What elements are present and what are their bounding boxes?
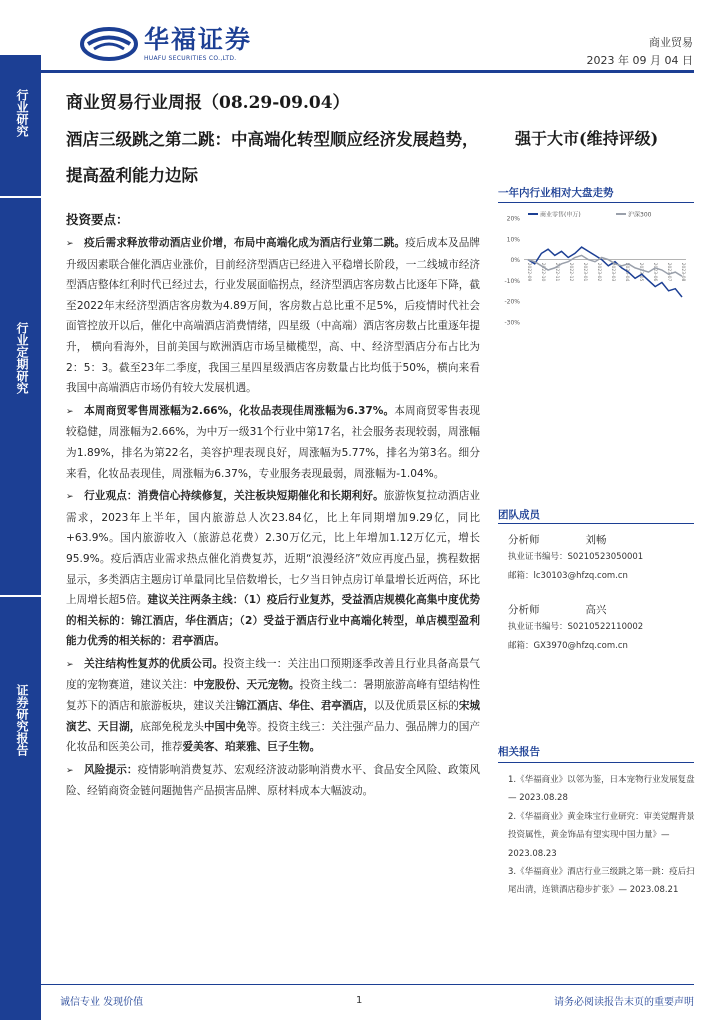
x-tick-label: 2022-09 xyxy=(526,262,531,282)
y-tick-label: -20% xyxy=(504,298,520,306)
team-rule xyxy=(498,523,694,524)
footer-divider xyxy=(40,984,694,985)
analyst-cert: S0210522110002 xyxy=(567,622,644,632)
paragraph-weekly: ➢ 本周商贸零售周涨幅为2.66%，化妆品表现佳周涨幅为6.37%。本周商贸零售表现较稳健，周涨幅为2.66%，为中万一级31个行业中第17名，社会服务表现较弱，周涨幅为1.89%，排名为第22名，美容护理表现良好，周涨幅为5.77%，排名为第3名。细分来看，化妆品表现佳，周涨幅为6.37%，专业服务表现最弱，周涨幅为-1.04%。 xyxy=(66,401,480,484)
bullet-arrow-icon: ➢ xyxy=(66,492,74,503)
header-date: 2023 年 09 月 04 日 xyxy=(586,54,693,67)
report-headline: 酒店三级跳之第二跳：中高端化转型顺应经济发展趋势，提高盈利能力边际 xyxy=(66,130,479,185)
relative-performance-chart xyxy=(498,210,694,330)
analyst-role: 分析师 xyxy=(508,604,540,616)
analyst-name: 刘畅 xyxy=(585,534,607,546)
bullet-arrow-icon: ➢ xyxy=(66,406,74,417)
sidebar-section-3: 证券研究报告 xyxy=(15,684,29,756)
analyst-card: 分析师 高兴 执业证书编号：S0210522110002 邮箱：GX3970@hfzq.com.cn xyxy=(508,604,644,651)
bullet-arrow-icon: ➢ xyxy=(66,765,74,776)
paragraph-risk: ➢ 风险提示：疫情影响消费复苏、宏观经济波动影响消费水平、食品安全风险、政策风险、经销商资金链问题抛售产品损害品牌、原材料成本大幅波动。 xyxy=(66,760,480,802)
analyst-name: 高兴 xyxy=(585,604,607,616)
related-title: 相关报告 xyxy=(498,746,540,758)
x-tick-label: 2022-11 xyxy=(554,262,559,282)
rating: 强于大市(维持评级) xyxy=(515,129,659,148)
x-tick-label: 2023-04 xyxy=(624,262,629,282)
analyst-cert: S0210523050001 xyxy=(567,552,644,562)
related-item[interactable]: 2.《华福商业》黄金珠宝行业研究：审美觉醒背景投资属性，黄金饰品有望实现中国力量》— 2023.08.23 xyxy=(508,811,695,859)
x-tick-label: 2023-05 xyxy=(638,262,643,282)
x-tick-label: 2023-07 xyxy=(666,262,671,282)
company-name-en: HUAFU SECURITIES CO.,LTD. xyxy=(144,55,237,62)
legend-label: 沪深300 xyxy=(628,211,652,219)
header-divider xyxy=(40,70,694,73)
footer-disclaimer: 请务必阅读报告末页的重要声明 xyxy=(554,997,694,1008)
sidebar xyxy=(0,55,41,1020)
analyst-email[interactable]: GX3970@hfzq.com.cn xyxy=(533,641,628,651)
x-tick-label: 2022-10 xyxy=(540,262,545,282)
related-item[interactable]: 1.《华福商业》以邻为鉴，日本宠物行业发展复盘 — 2023.08.28 xyxy=(508,775,695,804)
x-tick-label: 2023-02 xyxy=(596,262,601,282)
sidebar-section-2: 行业定期研究 xyxy=(15,322,29,394)
x-tick-label: 2023-01 xyxy=(582,262,587,282)
paragraph-view: ➢ 行业观点：消费信心持续修复，关注板块短期催化和长期利好。旅游恢复拉动酒店业需求，2023年上半年，国内旅游总人次23.84亿，比上年同期增加9.29亿，同比+63.9%。国内旅游收入（旅游总花费）2.30万亿元，比上年增加1.12万亿元，增长95.9%。疫后酒店业需求热点催化消费复苏，近期“浪漫经济”效应再度凸显，携程数据显示，多类酒店主题房订单量同比呈倍数增长，七夕当日钟点房订单量增长近两倍，环比上周增长超5倍。建议关注两条主线：（1）疫后行业复苏，受益酒店规模化高集中度优势的相关标的：锦江酒店，华住酒店；（2）受益于酒店行业中高端化转型，单店模型盈利能力优秀的相关标的：君亭酒店。 xyxy=(66,486,480,652)
sidebar-section-1: 行业研究 xyxy=(15,89,29,137)
related-rule xyxy=(498,762,694,763)
paragraph-structural: ➢ 关注结构性复苏的优质公司。投资主线一：关注出口预期逐季改善且行业具备高景气度的宠物赛道，建议关注：中宠股份、天元宠物。投资主线二：暑期旅游高峰有望结构性复苏下的酒店和旅游板块，建议关注锦江酒店、华住、君亭酒店，以及优质景区标的宋城演艺、天目湖，底部免税龙头中国中免等。投资主线三：关注强产品力、强品牌力的国产化妆品和医美公司，推荐爱美客、珀莱雅、巨子生物。 xyxy=(66,654,480,758)
chart-section-rule xyxy=(498,202,694,203)
investment-heading: 投资要点： xyxy=(66,212,129,227)
x-tick-label: 2023-08 xyxy=(680,262,685,282)
investment-body xyxy=(66,233,480,804)
bullet-arrow-icon: ➢ xyxy=(66,659,74,670)
analyst-email[interactable]: lc30103@hfzq.com.cn xyxy=(533,571,628,581)
page-number: 1 xyxy=(356,995,363,1006)
paragraph-demand: ➢ 疫后需求释放带动酒店业价增，布局中高端化成为酒店行业第二跳。疫后成本及品牌升级因素联合催化酒店业涨价，目前经济型酒店已经进入平稳增长阶段，一二线城市经济型酒店整体红利时代已经过去，行业发展面临拐点，经济型酒店客房数占比逐年下降，截至2022年末经济型酒店客房数为4.89万间，客房数占总比重不足5%，后疫情时代社会面管控放开以后，催化中高端酒店消费情绪，四星级（中高端）酒店客房数占比重逐年提升， 横向看海外，目前美国与欧洲酒店市场呈橄榄型，高、中、经济型酒店分布占比为2：5：3。截至23年二季度，我国三星四星级酒店客房数量占比均低于50%，横向来看我国中高端酒店市场仍有较大发展机遇。 xyxy=(66,233,480,399)
sidebar-divider xyxy=(0,595,41,597)
series-line xyxy=(528,255,682,276)
chart-section-title: 一年内行业相对大盘走势 xyxy=(498,187,614,199)
series-line xyxy=(528,247,682,297)
y-tick-label: 10% xyxy=(506,236,520,244)
y-tick-label: 0% xyxy=(510,257,520,265)
company-logo xyxy=(80,26,252,62)
x-tick-label: 2023-03 xyxy=(610,262,615,282)
analyst-role: 分析师 xyxy=(508,534,540,546)
x-tick-label: 2023-06 xyxy=(652,262,657,282)
x-tick-label: 2022-12 xyxy=(568,262,573,282)
footer-slogan: 诚信专业 发现价值 xyxy=(60,997,144,1008)
related-list xyxy=(508,771,698,900)
y-tick-label: -10% xyxy=(504,277,520,285)
bullet-arrow-icon: ➢ xyxy=(66,239,74,249)
header-category: 商业贸易 xyxy=(649,36,693,49)
company-name-cn: 华福证券 xyxy=(144,25,253,54)
huafu-logo-icon xyxy=(80,27,138,61)
related-item[interactable]: 3.《华福商业》酒店行业三级跳之第一跳：疫后扫尾出清，连锁酒店稳步扩张》— 2023.08.21 xyxy=(508,867,695,896)
team-title: 团队成员 xyxy=(498,509,540,521)
legend-label: 商业零售(申万) xyxy=(540,211,581,219)
sidebar-divider xyxy=(0,196,41,198)
y-tick-label: -30% xyxy=(504,319,520,327)
y-tick-label: 20% xyxy=(506,215,520,223)
report-title: 商业贸易行业周报（08.29-09.04） xyxy=(66,93,350,113)
analyst-card: 分析师 刘畅 执业证书编号：S0210523050001 邮箱：lc30103@hfzq.com.cn xyxy=(508,534,644,581)
